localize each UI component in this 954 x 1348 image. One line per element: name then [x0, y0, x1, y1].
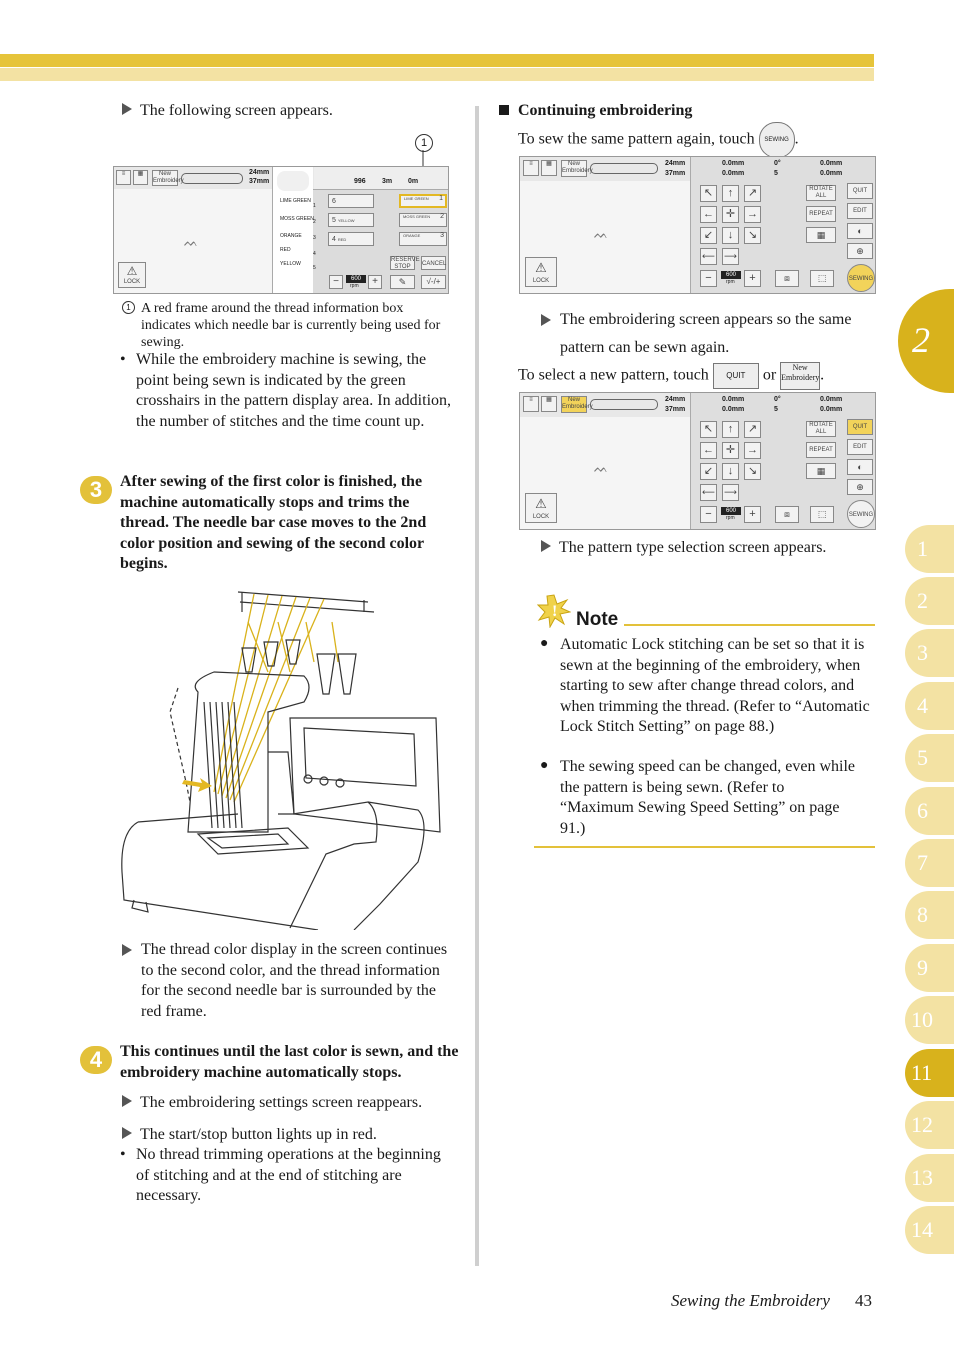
chapter-tab-5[interactable]: 5 [905, 734, 954, 782]
embroidering-screen-shot-2 [519, 392, 876, 530]
dim-w: 24mm [249, 169, 270, 176]
thread-2: MOSS GREEN [280, 216, 314, 222]
sewing-button-icon[interactable]: SEWING [759, 122, 795, 158]
move-down-right-button[interactable]: ↘ [744, 227, 761, 244]
chapter-tab-12[interactable]: 12 [905, 1101, 954, 1149]
move-center-button[interactable]: ✛ [722, 206, 739, 223]
frame-icon [590, 399, 658, 410]
move-down-button[interactable]: ↓ [722, 227, 739, 244]
rotate-all-button[interactable]: ROTATE ALL [806, 421, 836, 437]
dim-w: 24mm [665, 160, 686, 167]
heading-square-icon [499, 105, 509, 115]
dim-w: 24mm [665, 396, 686, 403]
offset-y: 0.0mm [820, 406, 843, 413]
new-pattern-instruction: To select a new pattern, touch QUIT or New Embroidery. [518, 362, 824, 390]
move-up-right-button[interactable]: ↗ [744, 421, 761, 438]
thread-box-6[interactable]: 6 [328, 194, 374, 208]
speed-plus-button[interactable]: + [744, 270, 761, 287]
bullet-sewing-progress: While the embroidery machine is sewing, the point being sewn is indicated by the green crosshairs in the pattern display area. In addition, the number of stitches and the time count up. [136, 351, 452, 430]
thread-box-5[interactable]: 5 $^{YELLOW}$ [328, 213, 374, 227]
note-sewing-speed: The sewing speed can be changed, even while the pattern is being sewn. (Refer to “Maximum Sewing Speed Setting” on page 91.) [560, 758, 855, 837]
rotate-left-button[interactable]: ⟵ [700, 248, 717, 265]
view-button[interactable]: ⊕ [847, 243, 873, 259]
needle-2: 2 [313, 219, 316, 225]
move-up-left-button[interactable]: ↖ [700, 421, 717, 438]
speed-unit: rpm [726, 279, 735, 285]
move-down-button[interactable]: ↓ [722, 463, 739, 480]
header-band-light [0, 68, 874, 81]
pos-x: 0.0mm [722, 396, 745, 403]
trial-button[interactable]: ⧈ [775, 506, 799, 523]
arrow-icon [122, 944, 132, 956]
arrow-icon [122, 1095, 132, 1107]
repeat-button[interactable]: REPEAT [806, 206, 836, 222]
move-up-button[interactable]: ↑ [722, 185, 739, 202]
sewing-button[interactable]: SEWING [847, 500, 875, 528]
thread-list [272, 167, 313, 293]
bullet-no-trimming: No thread trimming operations at the beginning of stitching and at the end of stitching are necessary. [136, 1146, 441, 1204]
adjust-icon[interactable]: √-/+ [421, 275, 446, 289]
quit-button-highlighted[interactable]: QUIT [847, 419, 873, 435]
embroidery-icon[interactable]: ▦ [541, 160, 557, 176]
pos-y: 0.0mm [722, 406, 745, 413]
frame-button[interactable]: ⬚ [810, 506, 834, 523]
pos-x: 0.0mm [722, 160, 745, 167]
sewing-button-highlighted[interactable]: SEWING [847, 264, 875, 292]
frame-icon [181, 173, 243, 184]
move-up-button[interactable]: ↑ [722, 421, 739, 438]
frame-button[interactable]: ⬚ [810, 270, 834, 287]
chapter-tab-10[interactable]: 10 [905, 996, 954, 1044]
step-3-text: After sewing of the first color is finished, the machine automatically stops and trims the thread. The needle bar case moves to the 2nd color position and sewing of the second color begins. [120, 473, 427, 572]
arrow-icon [541, 540, 551, 552]
stitch-count: 996 [354, 178, 366, 185]
note-rule-bottom [534, 846, 875, 848]
angle: 0° [774, 160, 781, 167]
speed-plus-button[interactable]: + [368, 275, 382, 289]
move-down-left-button[interactable]: ↙ [700, 227, 717, 244]
footnote-text: A red frame around the thread information box indicates which needle bar is currently being used for sewing. [141, 301, 441, 350]
dim-h: 37mm [665, 170, 686, 177]
chapter-badge: 2 [898, 289, 954, 393]
embroidery-machine-illustration [118, 582, 444, 930]
quit-button[interactable]: QUIT [847, 183, 873, 199]
chapter-tab-1[interactable]: 1 [905, 525, 954, 573]
note-bullet-1: ● [540, 636, 549, 651]
speed-display: 600 [346, 275, 366, 283]
result-line: The following screen appears. [122, 101, 333, 122]
edit-button[interactable]: EDIT [847, 439, 873, 455]
sewing-screen-shot [113, 166, 449, 294]
speed-display: 600 [721, 271, 741, 279]
speed-display: 600 [721, 507, 741, 515]
move-right-button[interactable]: → [744, 442, 761, 459]
move-right-button[interactable]: → [744, 206, 761, 223]
pos-y: 0.0mm [722, 170, 745, 177]
grid-button[interactable]: ▦ [806, 227, 836, 243]
step-4-text: This continues until the last color is sewn, and the embroidery machine automatically stops. [120, 1043, 459, 1081]
new-embroidery-button-highlighted[interactable]: New Embroidery [561, 396, 587, 413]
time-count: 3m [382, 178, 393, 185]
thread-box-2[interactable]: MOSS GREEN 2 [399, 213, 447, 227]
needle-icon[interactable]: ✎ [390, 275, 415, 289]
footnote-marker: 1 [122, 301, 135, 314]
preview-button[interactable]: ◐ [847, 223, 873, 239]
offset-x: 0.0mm [820, 160, 843, 167]
bird-pattern-icon: ᨓ [184, 235, 199, 249]
move-left-button[interactable]: ← [700, 206, 717, 223]
dim-h: 37mm [665, 406, 686, 413]
bullet-dot: • [120, 351, 126, 368]
move-up-right-button[interactable]: ↗ [744, 185, 761, 202]
rotate-right-button[interactable]: ⟶ [722, 248, 739, 265]
bird-pattern-icon: ᨓ [594, 461, 609, 475]
needle-num: 5 [774, 406, 778, 413]
chapter-tab-13[interactable]: 13 [905, 1154, 954, 1202]
footer-section-title: Sewing the Embroidery [671, 1291, 830, 1310]
bird-pattern-icon: ᨓ [594, 227, 609, 241]
list-icon[interactable]: ≡ [116, 170, 131, 185]
thread-5: YELLOW [280, 261, 301, 267]
total-time: 0m [408, 178, 419, 185]
callout-marker: 1 [415, 134, 433, 152]
step-3-badge: 3 [80, 476, 112, 504]
bullet-dot: • [120, 1146, 126, 1163]
page-number: 43 [855, 1291, 872, 1310]
thread-3: ORANGE [280, 233, 302, 239]
lock-button[interactable]: ⚠ LOCK [525, 493, 557, 523]
view-button[interactable]: ⊕ [847, 479, 873, 495]
offset-x: 0.0mm [820, 396, 843, 403]
note-auto-lock: Automatic Lock stitching can be set so that it is sewn at the beginning of the embroidery, when starting to sew after change thread colors, and when trimming the thread. (Refer to “Automatic Lock Stitch Setting” on page 88.) [560, 636, 870, 735]
speed-plus-button[interactable]: + [744, 506, 761, 523]
chapter-tab-4[interactable]: 4 [905, 682, 954, 730]
continue-instruction: To sew the same pattern again, touch SEWING . [518, 122, 799, 158]
thread-4: RED [280, 247, 291, 253]
needle-4: 4 [313, 251, 316, 257]
new-embroidery-icon[interactable]: New Embroidery [780, 362, 820, 390]
lock-button[interactable]: ⚠ LOCK [525, 257, 557, 287]
chapter-tab-9[interactable]: 9 [905, 944, 954, 992]
grid-button[interactable]: ▦ [806, 463, 836, 479]
chapter-tab-3[interactable]: 3 [905, 629, 954, 677]
speed-minus-button[interactable]: − [700, 506, 717, 523]
note-bullet-2: ● [540, 758, 549, 773]
speed-minus-button[interactable]: − [329, 275, 343, 289]
counter-bar [314, 167, 448, 189]
result-settings-screen: The embroidering settings screen reappears. [122, 1093, 422, 1114]
chapter-tab-8[interactable]: 8 [905, 891, 954, 939]
note-title: Note [576, 609, 619, 630]
cancel-button[interactable]: CANCEL [421, 256, 446, 270]
column-divider [475, 106, 479, 1266]
result-pattern-selection: The pattern type selection screen appears. [541, 538, 826, 559]
note-icon [537, 594, 571, 628]
frame-icon [590, 163, 658, 174]
chapter-tab-11[interactable]: 11 [905, 1049, 954, 1097]
svg-text:!: ! [552, 603, 558, 620]
edit-button[interactable]: EDIT [847, 203, 873, 219]
section-heading: Continuing embroidering [518, 102, 693, 119]
trial-button[interactable]: ⧈ [775, 270, 799, 287]
needle-5: 5 [313, 265, 316, 271]
chapter-tab-6[interactable]: 6 [905, 787, 954, 835]
speed-minus-button[interactable]: − [700, 270, 717, 287]
needle-num: 5 [774, 170, 778, 177]
rotate-right-button[interactable]: ⟶ [722, 484, 739, 501]
offset-y: 0.0mm [820, 170, 843, 177]
thread-1: LIME GREEN [280, 198, 311, 204]
reserve-stop-button[interactable]: RESERVE STOP [391, 257, 420, 270]
new-embroidery-button[interactable]: New Embroidery [153, 171, 184, 184]
quit-button-icon[interactable]: QUIT [713, 363, 759, 389]
thread-box-3[interactable]: ORANGE 3 [399, 232, 447, 246]
arrow-icon [122, 1127, 132, 1139]
list-icon[interactable]: ≡ [523, 160, 539, 176]
move-center-button[interactable]: ✛ [722, 442, 739, 459]
thread-box-1-active[interactable]: LIME GREEN 1 [399, 194, 447, 208]
move-down-right-button[interactable]: ↘ [744, 463, 761, 480]
preview-button[interactable]: ◐ [847, 459, 873, 475]
dim-h: 37mm [249, 178, 270, 185]
new-embroidery-button[interactable]: New Embroidery [561, 160, 587, 177]
embroidery-icon[interactable]: ▦ [541, 396, 557, 412]
rotate-left-button[interactable]: ⟵ [700, 484, 717, 501]
speed-unit: rpm [726, 515, 735, 521]
lock-button[interactable]: ⚠ LOCK [118, 262, 146, 288]
needle-1: 1 [313, 203, 316, 209]
angle: 0° [774, 396, 781, 403]
result-embroidering-screen: The embroidering screen appears so the same pattern can be sewn again. [541, 306, 861, 362]
chapter-tab-7[interactable]: 7 [905, 839, 954, 887]
repeat-button[interactable]: REPEAT [806, 442, 836, 458]
header-band-dark [0, 54, 874, 67]
needle-3: 3 [313, 235, 316, 241]
embroidering-screen-shot [519, 156, 876, 294]
speed-unit: rpm [350, 283, 359, 289]
thread-box-4[interactable]: 4 $^{RED}$ [328, 232, 374, 246]
result-start-stop: The start/stop button lights up in red. [122, 1125, 377, 1146]
move-down-left-button[interactable]: ↙ [700, 463, 717, 480]
result-second-color: The thread color display in the screen continues to the second color, and the thread information for the second needle bar is surrounded by the red frame. [122, 940, 452, 1022]
list-icon[interactable]: ≡ [523, 396, 539, 412]
arrow-icon [122, 103, 132, 115]
arrow-icon [541, 314, 551, 326]
step-4-badge: 4 [80, 1046, 112, 1074]
note-rule-top [624, 624, 875, 626]
rotate-all-button[interactable]: ROTATE ALL [806, 185, 836, 201]
move-left-button[interactable]: ← [700, 442, 717, 459]
chapter-tab-14[interactable]: 14 [905, 1206, 954, 1254]
chapter-tab-2[interactable]: 2 [905, 577, 954, 625]
embroidery-icon[interactable]: ▦ [133, 170, 148, 185]
move-up-left-button[interactable]: ↖ [700, 185, 717, 202]
